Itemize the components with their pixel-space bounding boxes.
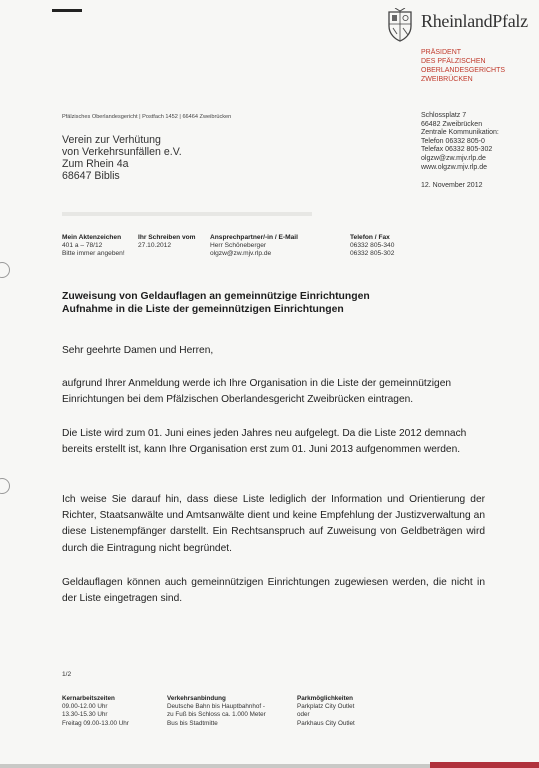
subject-heading (62, 290, 370, 316)
reference-label: Telefon / Fax (350, 234, 390, 241)
logo-line-4: ZWEIBRÜCKEN (421, 76, 473, 83)
top-rule (52, 9, 82, 12)
recipient-line: von Verkehrsunfällen e.V. (62, 146, 182, 158)
footer-label: Parkmöglichkeiten (297, 695, 353, 702)
brand-wordmark: RheinlandPfalz (421, 11, 528, 31)
reference-telefon (350, 234, 394, 259)
footer-label: Verkehrsanbindung (167, 695, 226, 702)
footer-parkmoeglichkeiten (297, 695, 355, 728)
reference-value: 06332 805-302 (350, 250, 395, 258)
contact-line: Schlossplatz 7 (421, 112, 467, 119)
letter-date: 12. November 2012 (421, 182, 483, 189)
recipient-line: 68647 Biblis (62, 170, 120, 182)
logo-line-1: PRÄSIDENT (421, 49, 462, 56)
footer-line: oder (297, 711, 310, 719)
footer-grey-bar (0, 764, 430, 768)
reference-value: 27.10.2012 (138, 242, 172, 250)
footer-verkehrsanbindung (167, 695, 266, 728)
body-paragraph: Geldauflagen können auch gemeinnützigen Einrichtungen zugewiesen werden, die nicht in der Liste eingetragen sind. (62, 577, 485, 605)
reference-email: olgzw@zw.mjv.rlp.de (210, 250, 272, 258)
footer-line: 13.30-15.30 Uhr (62, 711, 108, 719)
footer-line: zu Fuß bis Schloss ca. 1.000 Meter (167, 711, 266, 719)
contact-line: Telefax 06332 805-302 (421, 146, 493, 154)
footer-label: Kernarbeitszeiten (62, 695, 115, 702)
logo-line-2: DES PFÄLZISCHEN (421, 58, 486, 65)
contact-line: 66482 Zweibrücken (421, 120, 483, 128)
page-number: 1/2 (62, 671, 72, 678)
punch-hole-mark (0, 262, 10, 278)
salutation: Sehr geehrte Damen und Herren, (62, 345, 214, 356)
contact-line: Telefon 06332 805-0 (421, 137, 485, 145)
reference-ansprechpartner (210, 234, 298, 259)
footer-line: Deutsche Bahn bis Hauptbahnhof - (167, 703, 266, 711)
contact-line: Zentrale Kommunikation: (421, 129, 499, 137)
reference-aktenzeichen (62, 234, 125, 259)
subject-line: Zuweisung von Geldauflagen an gemeinnützige Einrichtungen (62, 291, 370, 302)
contact-block (421, 112, 499, 172)
reference-label: Ihr Schreiben vom (138, 234, 196, 241)
bleed-through-smudge (62, 212, 312, 216)
recipient-line: Zum Rhein 4a (62, 158, 129, 170)
reference-value: 401 a – 78/12 (62, 242, 103, 250)
reference-ihr-schreiben (138, 234, 196, 250)
state-logo (386, 8, 538, 82)
subject-line: Aufnahme in die Liste der gemeinnützigen Einrichtungen (62, 304, 344, 315)
body-paragraph: Die Liste wird zum 01. Juni eines jeden Jahres neu aufgelegt. Da die Liste 2012 demnach bereits erstellt ist, kann Ihre Organisation erst zum 01. Juni 2013 aufgenommen werden. (62, 428, 467, 456)
punch-hole-mark (0, 478, 10, 494)
reference-label: Ansprechpartner/-in / E-Mail (210, 234, 298, 241)
reference-label: Mein Aktenzeichen (62, 234, 122, 241)
contact-line: olgzw@zw.mjv.rlp.de (421, 154, 486, 162)
body-paragraph: Ich weise Sie darauf hin, dass diese Liste lediglich der Information und Orientierung der Richter, Staatsanwälte und Amtsanwälte dient und keine Empfehlung der Justizverwaltung an diese Listenempfänger darstellt. Ein Rechtsanspruch auf Zuweisung von Geldbeträgen wird durch die Eintragung nicht begründet. (62, 494, 485, 554)
contact-line: www.olgzw.mjv.rlp.de (421, 163, 488, 171)
footer-line: Parkhaus City Outlet (297, 719, 355, 727)
footer-line: Parkplatz City Outlet (297, 703, 355, 711)
body-paragraph: aufgrund Ihrer Anmeldung werde ich Ihre Organisation in die Liste der gemeinnützigen Einrichtungen bei dem Pfälzischen Oberlandesgericht Zweibrücken eintragen. (62, 378, 452, 406)
footer-line: Freitag 09.00-13.00 Uhr (62, 719, 129, 727)
recipient-line: Verein zur Verhütung (62, 134, 161, 146)
reference-value: Herr Schöneberger (210, 242, 267, 250)
logo-line-3: OBERLANDESGERICHTS (421, 67, 506, 74)
footer-line: Bus bis Stadtmitte (167, 719, 218, 727)
recipient-address (62, 134, 182, 182)
coat-of-arms-icon (386, 8, 414, 42)
reference-note: Bitte immer angeben! (62, 250, 125, 258)
sender-line: Pfälzisches Oberlandesgericht | Postfach 1452 | 66464 Zweibrücken (62, 114, 232, 120)
footer-red-bar (430, 762, 539, 768)
reference-value: 06332 805-340 (350, 242, 395, 250)
footer-line: 09.00-12.00 Uhr (62, 703, 108, 711)
footer-kernarbeitszeiten (62, 695, 129, 728)
